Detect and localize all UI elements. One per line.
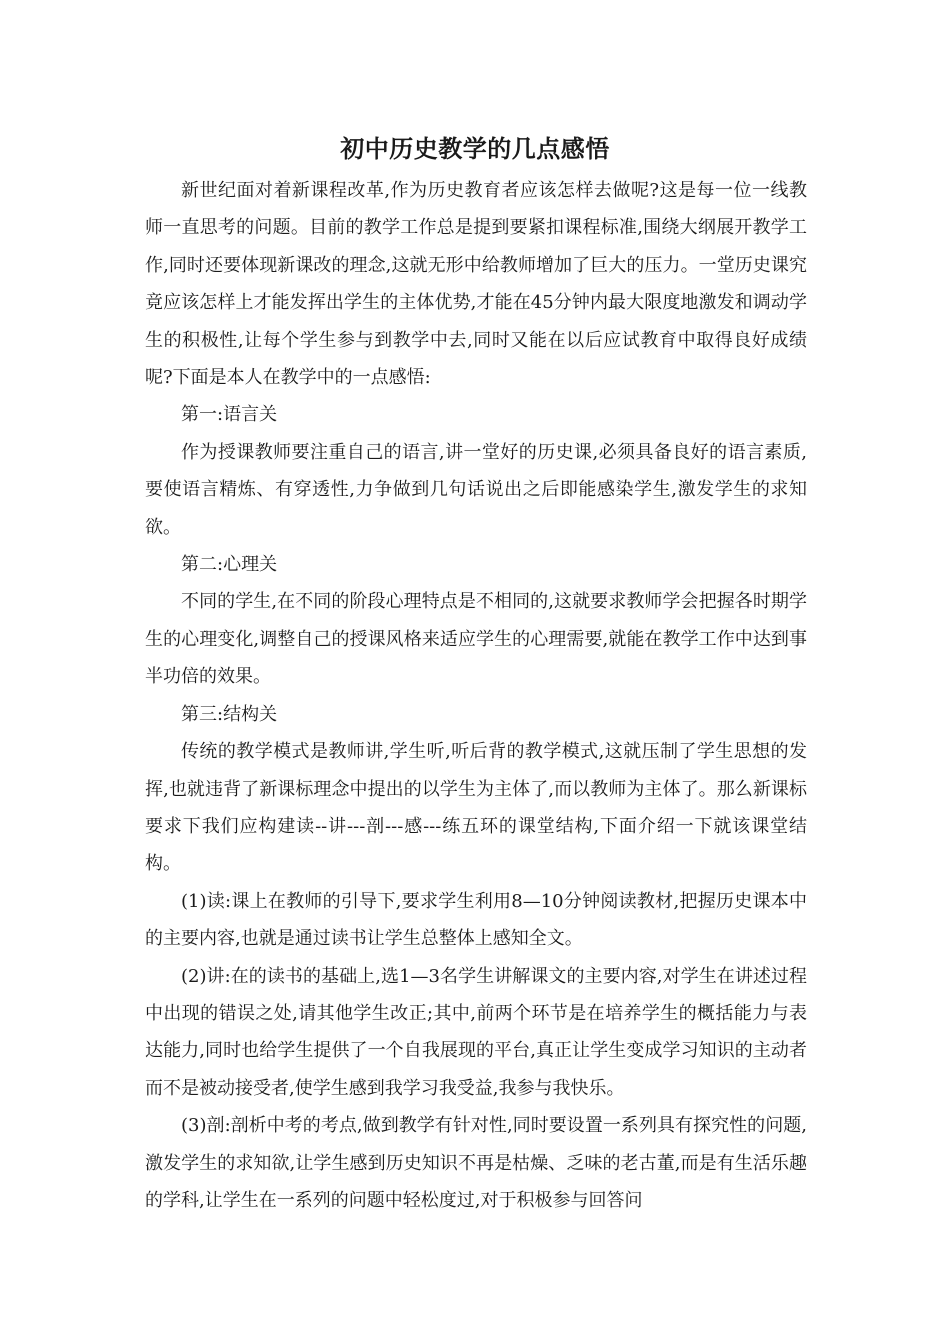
list-item-read: (1)读:课上在教师的引导下,要求学生利用8—10分钟阅读教材,把握历史课本中的主要内容,也就是通过读书让学生总整体上感知全文。	[145, 890, 807, 950]
paragraph-structure: 传统的教学模式是教师讲,学生听,听后背的教学模式,这就压制了学生思想的发挥,也就违背了新课标理念中提出的以学生为主体了,而以教师为主体了。那么新课标要求下我们应构建读--讲---剖---感---练五环的课堂结构,下面介绍一下就该课堂结构。	[145, 741, 807, 875]
intro-paragraph: 新世纪面对着新课程改革,作为历史教育者应该怎样去做呢?这是每一位一线教师一直思考的问题。目前的教学工作总是提到要紧扣课程标准,围绕大纲展开教学工作,同时还要体现新课改的理念,这就无形中给教师增加了巨大的压力。一堂历史课究竟应该怎样上才能发挥出学生的主体优势,才能在45分钟内最大限度地激发和调动学生的积极性,让每个学生参与到教学中去,同时又能在以后应试教育中取得良好成绩呢?下面是本人在教学中的一点感悟:	[145, 180, 807, 389]
document-body	[145, 172, 807, 1219]
paragraph-language: 作为授课教师要注重自己的语言,讲一堂好的历史课,必须具备良好的语言素质,要使语言精炼、有穿透性,力争做到几句话说出之后即能感染学生,激发学生的求知欲。	[145, 441, 807, 538]
paragraph-psychology: 不同的学生,在不同的阶段心理特点是不相同的,这就要求教师学会把握各时期学生的心理变化,调整自己的授课风格来适应学生的心理需要,就能在教学工作中达到事半功倍的效果。	[145, 591, 807, 688]
list-item-speak: (2)讲:在的读书的基础上,选1—3名学生讲解课文的主要内容,对学生在讲述过程中出现的错误之处,请其他学生改正;其中,前两个环节是在培养学生的概括能力与表达能力,同时也给学生提供了一个自我展现的平台,真正让学生变成学习知识的主动者而不是被动接受者,使学生感到我学习我受益,我参与我快乐。	[145, 965, 807, 1099]
list-item-analyze: (3)剖:剖析中考的考点,做到教学有针对性,同时要设置一系列具有探究性的问题,激发学生的求知欲,让学生感到历史知识不再是枯燥、乏味的老古董,而是有生活乐趣的学科,让学生在一系列的问题中轻松度过,对于积极参与回答问	[145, 1115, 807, 1211]
section-heading-structure: 第三:结构关	[181, 703, 278, 725]
section-heading-language: 第一:语言关	[181, 404, 278, 426]
document-title: 初中历史教学的几点感悟	[340, 134, 610, 163]
section-heading-psychology: 第二:心理关	[181, 554, 278, 576]
